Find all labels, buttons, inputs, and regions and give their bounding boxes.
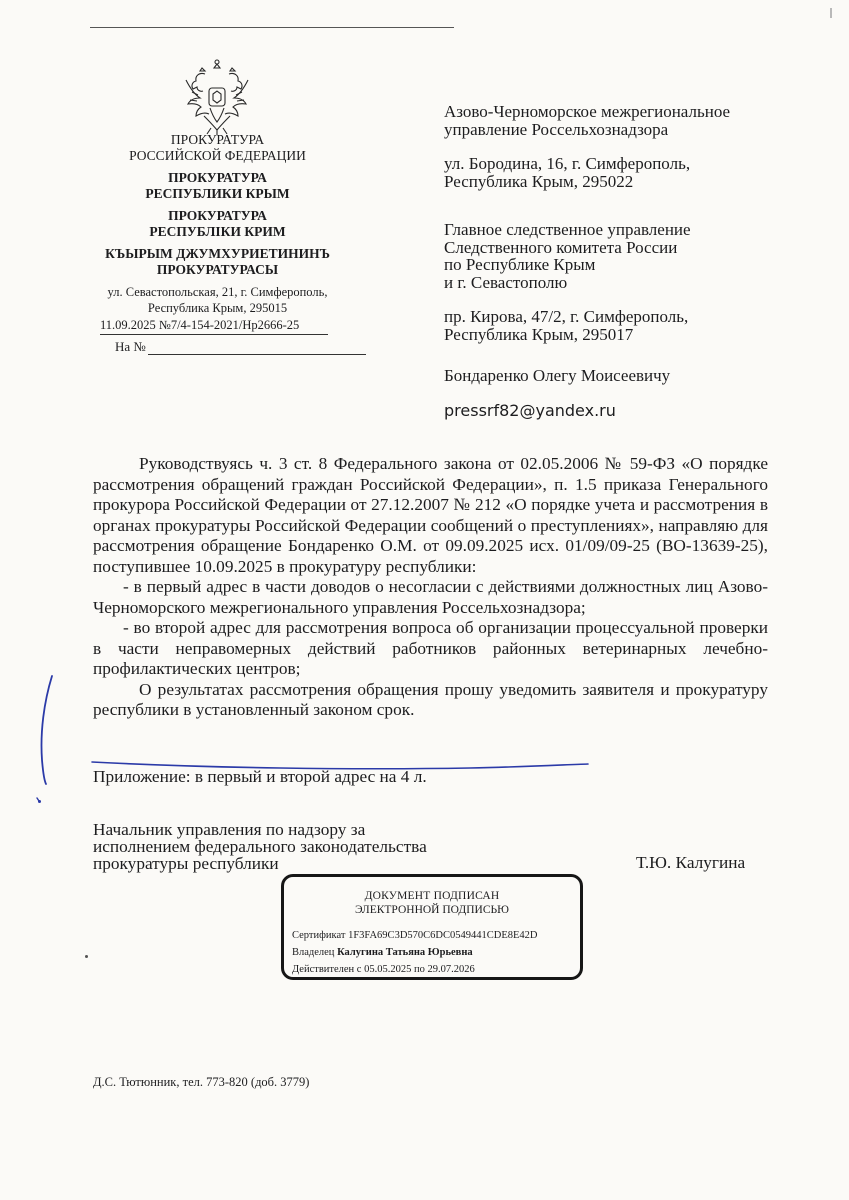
sender-line-3: ПРОКУРАТУРА bbox=[168, 170, 267, 185]
stamp-valid-to: 29.07.2026 bbox=[427, 964, 475, 975]
sender-line-2: РОССИЙСКОЙ ФЕДЕРАЦИИ bbox=[129, 148, 306, 163]
stamp-owner: Калугина Татьяна Юрьевна bbox=[337, 947, 473, 958]
double-headed-eagle-emblem-icon bbox=[180, 58, 254, 136]
signatory-title bbox=[93, 821, 427, 872]
recipient-2-line-2: Следственного комитета России bbox=[444, 237, 678, 257]
handwritten-margin-mark bbox=[30, 672, 60, 807]
stamp-title-2: ЭЛЕКТРОННОЙ ПОДПИСЬЮ bbox=[355, 904, 509, 916]
signatory-line-2: исполнением федерального законодательства bbox=[93, 837, 427, 856]
stamp-title-1: ДОКУМЕНТ ПОДПИСАН bbox=[364, 890, 500, 902]
recipient-1-address-2: Республика Крым, 295022 bbox=[444, 171, 634, 191]
recipient-1 bbox=[444, 103, 804, 138]
registration-number bbox=[100, 318, 328, 335]
executor-contact: Д.С. Тютюнник, тел. 773-820 (доб. 3779) bbox=[93, 1075, 310, 1089]
recipient-2-line-4: и г. Севастополю bbox=[444, 272, 568, 292]
appendix-line: Приложение: в первый и второй адрес на 4 л. bbox=[93, 767, 427, 786]
pen-dot-mark bbox=[38, 800, 41, 803]
stamp-valid-label: Действителен с bbox=[292, 964, 362, 975]
top-rule bbox=[90, 27, 454, 28]
sender-line-4: РЕСПУБЛИКИ КРЫМ bbox=[145, 186, 290, 201]
sender-header bbox=[80, 132, 355, 316]
recipient-3-name: Бондаренко Олегу Моисеевичу bbox=[444, 366, 671, 385]
body-paragraph-1: Руководствуясь ч. 3 ст. 8 Федерального закона от 02.05.2006 № 59-ФЗ «О порядке рассмотрения обращений граждан Российской Федерации», п. 1.5 приказа Генерального прокурора Российской Федерации от 27.12.2007 № 212 «О порядке учета и рассмотрения в органах прокуратуры Российской Федерации сообщений о преступлениях», направляю для рассмотрения обращение Бондаренко О.М. от 09.09.2025 исх. 01/09/09-25 (ВО-13639-25), поступившее 10.09.2025 в прокуратуру республики: bbox=[93, 454, 768, 576]
sender-line-7: КЪЫРЫМ ДЖУМХУРИЕТИНИНЪ bbox=[105, 246, 330, 261]
stamp-valid-from: 05.05.2025 bbox=[364, 964, 412, 975]
sender-line-8: ПРОКУРАТУРАСЫ bbox=[156, 262, 279, 277]
recipient-2 bbox=[444, 221, 804, 291]
recipient-2-line-1: Главное следственное управление bbox=[444, 220, 691, 239]
sender-address-1: ул. Севастопольская, 21, г. Симферополь, bbox=[107, 285, 328, 299]
recipient-1-line-1: Азово-Черноморское межрегиональное bbox=[444, 102, 731, 121]
sender-line-5: ПРОКУРАТУРА bbox=[168, 208, 267, 223]
letter-body bbox=[93, 454, 768, 721]
registration-date-number: 11.09.2025 №7/4-154-2021/Нр2666-25 bbox=[100, 318, 328, 335]
body-paragraph-2: О результатах рассмотрения обращения прошу уведомить заявителя и прокуратуру республики в установленный законом срок. bbox=[93, 679, 768, 719]
recipient-3-email: pressrf82@yandex.ru bbox=[444, 400, 616, 420]
body-bullet-2: - во второй адрес для рассмотрения вопроса об организации процессуальной проверки в части неправомерных действий работников районных ветеринарных лечебно-профилактических центров; bbox=[93, 618, 768, 678]
signer-name: Т.Ю. Калугина bbox=[636, 853, 746, 872]
signatory-line-1: Начальник управления по надзору за bbox=[93, 820, 366, 839]
stamp-certificate: Сертификат 1F3FA69C3D570C6DC0549441CDE8E42D bbox=[292, 930, 538, 941]
stamp-owner-label: Владелец bbox=[292, 947, 335, 958]
recipient-1-address bbox=[444, 155, 804, 190]
recipient-2-address-2: Республика Крым, 295017 bbox=[444, 324, 634, 344]
recipient-1-address-1: ул. Бородина, 16, г. Симферополь, bbox=[444, 154, 691, 173]
speck-mark bbox=[85, 955, 88, 958]
sender-address-2: Республика Крым, 295015 bbox=[147, 301, 288, 315]
body-bullet-1: - в первый адрес в части доводов о несогласии с действиями должностных лиц Азово-Черноморского межрегионального управления Россельхознадзора; bbox=[93, 577, 768, 617]
stamp-valid-to-label: по bbox=[413, 964, 425, 975]
sender-line-6: РЕСПУБЛІКИ КРИМ bbox=[149, 224, 286, 239]
signatory-line-3: прокуратуры республики bbox=[93, 854, 279, 873]
stamp-owner-row bbox=[292, 946, 473, 960]
recipient-2-address-1: пр. Кирова, 47/2, г. Симферополь, bbox=[444, 307, 689, 326]
recipient-2-address bbox=[444, 308, 804, 343]
recipient-1-line-2: управление Россельхознадзора bbox=[444, 119, 669, 139]
stamp-validity-row bbox=[292, 963, 475, 977]
recipient-2-line-3: по Республике Крым bbox=[444, 255, 596, 274]
corner-mark bbox=[830, 8, 832, 18]
reference-label: На № bbox=[115, 339, 146, 354]
electronic-signature-stamp bbox=[281, 874, 583, 980]
reference-number bbox=[115, 339, 366, 355]
recipients-block bbox=[444, 103, 804, 419]
reference-blank-line bbox=[148, 342, 366, 355]
sender-line-1: ПРОКУРАТУРА bbox=[170, 132, 265, 147]
